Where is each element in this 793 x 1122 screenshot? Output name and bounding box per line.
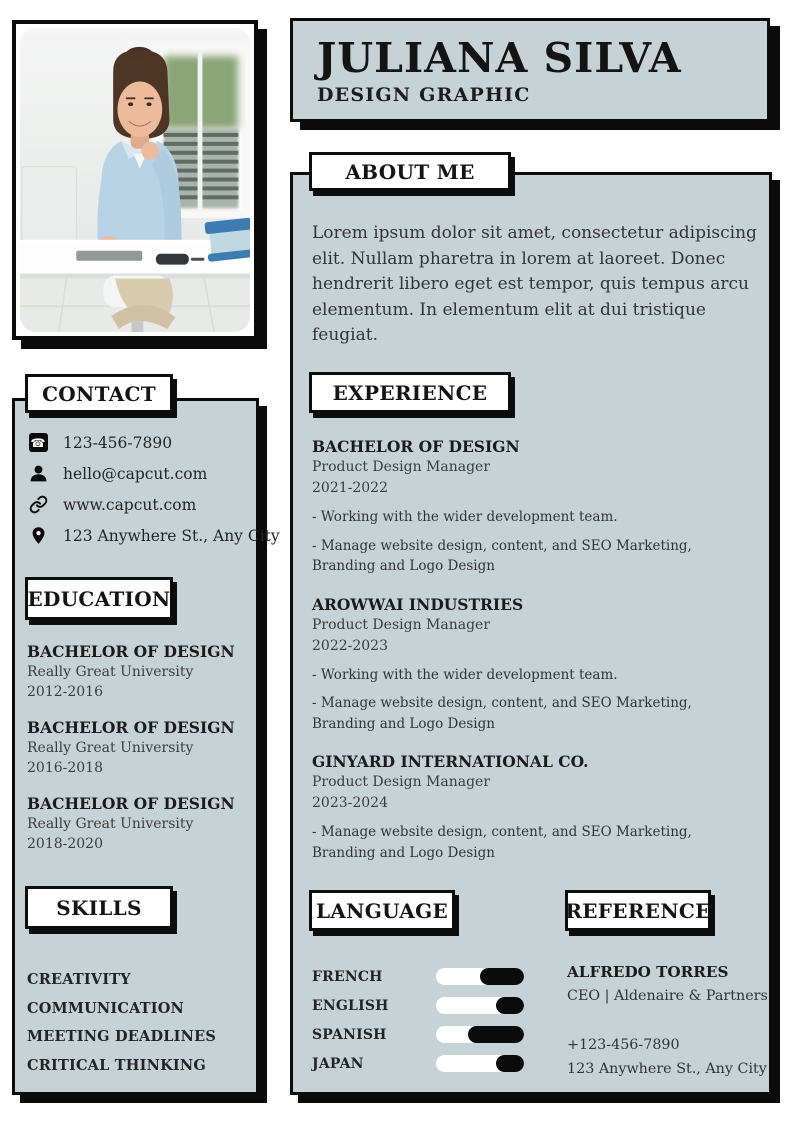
contact-email: hello@capcut.com [63,464,208,483]
contact-row-email [28,458,248,489]
education-item [27,717,252,778]
experience-item [312,594,744,735]
language-level-bar [436,968,524,985]
contact-website: www.capcut.com [63,495,197,514]
experience-item [312,436,744,577]
person-job-title: DESIGN GRAPHIC [317,84,531,106]
language-level-bar [436,1026,524,1043]
contact-row-address [28,520,280,551]
education-years: 2016-2018 [27,760,103,776]
education-item [27,793,252,854]
experience-years: 2021-2022 [312,480,388,496]
experience-bullet: - Working with the wider development team. [312,666,618,683]
education-label-text: EDUCATION [27,586,171,611]
reference-section-label [565,890,711,931]
education-school: Really Great University [27,664,194,680]
experience-item [312,751,744,863]
experience-list [312,436,744,880]
skills-section-label [25,886,173,929]
name-header [290,18,770,122]
language-level-fill [496,1055,524,1072]
education-section-label [25,577,173,620]
experience-section-label [309,372,511,413]
language-row [312,1049,524,1078]
language-section-label [309,890,455,931]
link-icon [28,495,48,515]
education-degree: BACHELOR OF DESIGN [27,794,235,813]
phone-icon: ☎ [28,433,48,453]
language-label-text: LANGUAGE [315,898,448,923]
skill-item: CRITICAL THINKING [27,1056,206,1074]
about-text: Lorem ipsum dolor sit amet, consectetur adipiscing elit. Nullam pharetra in lorem at laoreet. Donec hendrerit libero eget est tempor, quis tempus arcu elementum. In elementum elit at dui tristique feugiat. [312,223,757,345]
language-name: SPANISH [312,1026,387,1043]
profile-photo-illustration [20,28,250,332]
contact-phone: 123-456-7890 [63,433,173,452]
education-years: 2018-2020 [27,836,103,852]
experience-company: AROWWAI INDUSTRIES [312,594,524,614]
experience-years: 2022-2023 [312,637,388,654]
skill-item: COMMUNICATION [27,999,185,1017]
reference-phone: +123-456-7890 [567,1037,680,1053]
education-school: Really Great University [27,816,194,832]
language-row [312,991,524,1020]
language-row [312,962,524,991]
contact-row-phone [28,427,248,458]
reference-block [567,960,772,1081]
contact-address: 123 Anywhere St., Any City [63,526,280,545]
education-years: 2012-2016 [27,684,103,700]
contact-label-text: CONTACT [42,381,156,406]
experience-bullet: - Manage website design, content, and SEO Marketing, Branding and Logo Design [312,695,692,732]
language-level-fill [496,997,524,1014]
reference-name: ALFREDO TORRES [567,963,729,981]
about-label-text: ABOUT ME [345,159,475,184]
skill-item: CREATIVITY [27,971,131,988]
language-row [312,1020,524,1049]
language-level-bar [436,997,524,1014]
education-degree: BACHELOR OF DESIGN [27,718,235,737]
location-icon [28,526,48,546]
person-name: JULIANA SILVA [317,34,682,82]
language-name: JAPAN [312,1055,364,1072]
experience-bullet: - Manage website design, content, and SEO Marketing, Branding and Logo Design [312,537,692,574]
contact-list [28,427,280,551]
profile-photo [12,20,258,340]
experience-company: GINYARD INTERNATIONAL CO. [312,752,589,771]
experience-years: 2023-2024 [312,795,388,811]
experience-bullet: - Manage website design, content, and SEO Marketing, Branding and Logo Design [312,824,692,861]
about-section-label [309,152,511,191]
experience-role: Product Design Manager [312,459,491,475]
skills-label-text: SKILLS [56,895,142,920]
reference-title: CEO | Aldenaire & Partners [567,988,768,1004]
skill-item: MEETING DEADLINES [27,1028,217,1045]
experience-role: Product Design Manager [312,774,491,790]
experience-role: Product Design Manager [312,616,491,633]
education-school: Really Great University [27,740,194,756]
experience-bullet: - Working with the wider development team. [312,509,618,525]
profile-photo-image [20,28,250,332]
skills-list [27,966,252,1080]
contact-row-website [28,489,248,520]
experience-label-text: EXPERIENCE [332,380,488,405]
language-name: FRENCH [312,968,383,985]
language-level-fill [480,968,524,985]
language-level-fill [468,1026,524,1043]
reference-label-text: REFERENCE [565,898,711,923]
education-item [27,641,252,702]
language-name: ENGLISH [312,997,389,1014]
person-icon [28,464,48,484]
experience-company: BACHELOR OF DESIGN [312,437,520,456]
education-degree: BACHELOR OF DESIGN [27,642,235,661]
reference-address: 123 Anywhere St., Any City [567,1061,767,1077]
language-list [312,962,524,1078]
contact-section-label [25,374,173,413]
language-level-bar [436,1055,524,1072]
education-list [27,641,252,869]
